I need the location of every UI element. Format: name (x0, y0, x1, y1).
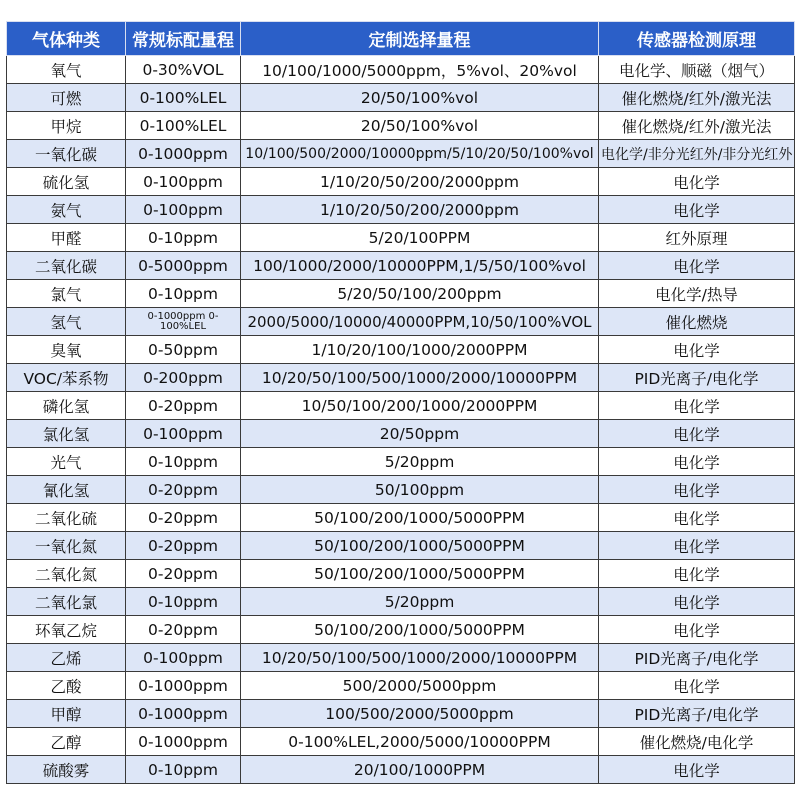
detection-principle-cell: 电化学 (599, 672, 795, 700)
detection-principle-cell: 电化学 (599, 560, 795, 588)
detection-principle-cell: 催化燃烧/红外/激光法 (599, 112, 795, 140)
custom-range-cell: 10/20/50/100/500/1000/2000/10000PPM (241, 364, 599, 392)
custom-range-cell: 50/100/200/1000/5000PPM (241, 560, 599, 588)
header-standard-range: 常规标配量程 (126, 22, 241, 56)
detection-principle-cell: 电化学 (599, 616, 795, 644)
detection-principle-cell: 电化学 (599, 336, 795, 364)
table-row (7, 280, 795, 308)
detection-principle-cell: 电化学 (599, 532, 795, 560)
header-detection-principle: 传感器检测原理 (599, 22, 795, 56)
detection-principle-cell: 电化学/热导 (599, 280, 795, 308)
table-row (7, 588, 795, 616)
gas-sensor-table-container (6, 21, 795, 784)
standard-range-cell: 0-10ppm (126, 280, 241, 308)
detection-principle-cell: 电化学 (599, 448, 795, 476)
standard-range-cell: 0-50ppm (126, 336, 241, 364)
header-row (7, 22, 795, 56)
standard-range-cell: 0-10ppm (126, 756, 241, 784)
custom-range-cell: 50/100ppm (241, 476, 599, 504)
standard-range-cell: 0-100ppm (126, 196, 241, 224)
gas-type-cell: VOC/苯系物 (7, 364, 126, 392)
custom-range-cell: 10/100/500/2000/10000ppm/5/10/20/50/100%vol (241, 140, 599, 168)
gas-type-cell: 氨气 (7, 196, 126, 224)
custom-range-cell: 10/50/100/200/1000/2000PPM (241, 392, 599, 420)
custom-range-cell: 10/100/1000/5000ppm，5%vol、20%vol (241, 56, 599, 84)
custom-range-cell: 5/20/50/100/200ppm (241, 280, 599, 308)
detection-principle-cell: 电化学/非分光红外/非分光红外 (599, 140, 795, 168)
gas-type-cell: 甲醛 (7, 224, 126, 252)
detection-principle-cell: 电化学 (599, 504, 795, 532)
standard-range-cell: 0-100ppm (126, 168, 241, 196)
custom-range-cell: 20/50/100%vol (241, 84, 599, 112)
gas-type-cell: 一氧化碳 (7, 140, 126, 168)
gas-type-cell: 二氧化碳 (7, 252, 126, 280)
table-row (7, 532, 795, 560)
standard-range-cell: 0-100%LEL (126, 112, 241, 140)
standard-range-cell: 0-30%VOL (126, 56, 241, 84)
table-row (7, 308, 795, 336)
custom-range-cell: 1/10/20/100/1000/2000PPM (241, 336, 599, 364)
header-custom-range: 定制选择量程 (241, 22, 599, 56)
detection-principle-cell: 电化学、顺磁（烟气） (599, 56, 795, 84)
table-row (7, 728, 795, 756)
detection-principle-cell: 催化燃烧 (599, 308, 795, 336)
detection-principle-cell: 电化学 (599, 588, 795, 616)
gas-type-cell: 可燃 (7, 84, 126, 112)
standard-range-cell: 0-1000ppm (126, 728, 241, 756)
detection-principle-cell: PID光离子/电化学 (599, 644, 795, 672)
standard-range-cell: 0-10ppm (126, 448, 241, 476)
standard-range-cell: 0-1000ppm 0-100%LEL (126, 308, 241, 336)
header-gas-type: 气体种类 (7, 22, 126, 56)
table-row (7, 140, 795, 168)
custom-range-cell: 20/50/100%vol (241, 112, 599, 140)
gas-type-cell: 甲醇 (7, 700, 126, 728)
table-row (7, 392, 795, 420)
standard-range-cell: 0-20ppm (126, 476, 241, 504)
custom-range-cell: 5/20ppm (241, 448, 599, 476)
gas-type-cell: 臭氧 (7, 336, 126, 364)
gas-type-cell: 乙醇 (7, 728, 126, 756)
table-body (7, 56, 795, 784)
table-row (7, 616, 795, 644)
custom-range-cell: 50/100/200/1000/5000PPM (241, 532, 599, 560)
table-row (7, 644, 795, 672)
standard-range-cell: 0-100ppm (126, 644, 241, 672)
table-row (7, 56, 795, 84)
standard-range-cell: 0-1000ppm (126, 672, 241, 700)
table-row (7, 448, 795, 476)
detection-principle-cell: 电化学 (599, 756, 795, 784)
detection-principle-cell: 电化学 (599, 392, 795, 420)
gas-type-cell: 氧气 (7, 56, 126, 84)
standard-range-cell: 0-200ppm (126, 364, 241, 392)
custom-range-cell: 0-100%LEL,2000/5000/10000PPM (241, 728, 599, 756)
gas-type-cell: 硫化氢 (7, 168, 126, 196)
standard-range-cell: 0-20ppm (126, 532, 241, 560)
table-row (7, 672, 795, 700)
gas-type-cell: 氯气 (7, 280, 126, 308)
table-row (7, 84, 795, 112)
custom-range-cell: 1/10/20/50/200/2000ppm (241, 196, 599, 224)
gas-type-cell: 二氧化氯 (7, 588, 126, 616)
custom-range-cell: 5/20ppm (241, 588, 599, 616)
custom-range-cell: 50/100/200/1000/5000PPM (241, 504, 599, 532)
custom-range-cell: 100/1000/2000/10000PPM,1/5/50/100%vol (241, 252, 599, 280)
detection-principle-cell: 电化学 (599, 476, 795, 504)
custom-range-cell: 20/50ppm (241, 420, 599, 448)
table-row (7, 504, 795, 532)
detection-principle-cell: 电化学 (599, 196, 795, 224)
gas-type-cell: 氢气 (7, 308, 126, 336)
table-row (7, 420, 795, 448)
detection-principle-cell: 电化学 (599, 168, 795, 196)
standard-range-cell: 0-10ppm (126, 588, 241, 616)
custom-range-cell: 5/20/100PPM (241, 224, 599, 252)
gas-type-cell: 光气 (7, 448, 126, 476)
table-row (7, 700, 795, 728)
table-row (7, 196, 795, 224)
custom-range-cell: 100/500/2000/5000ppm (241, 700, 599, 728)
gas-type-cell: 磷化氢 (7, 392, 126, 420)
standard-range-cell: 0-1000ppm (126, 140, 241, 168)
detection-principle-cell: 催化燃烧/红外/激光法 (599, 84, 795, 112)
gas-type-cell: 环氧乙烷 (7, 616, 126, 644)
standard-range-cell: 0-20ppm (126, 616, 241, 644)
gas-type-cell: 一氧化氮 (7, 532, 126, 560)
gas-type-cell: 乙酸 (7, 672, 126, 700)
gas-type-cell: 氰化氢 (7, 476, 126, 504)
gas-type-cell: 二氧化硫 (7, 504, 126, 532)
detection-principle-cell: PID光离子/电化学 (599, 700, 795, 728)
table-row (7, 224, 795, 252)
custom-range-cell: 2000/5000/10000/40000PPM,10/50/100%VOL (241, 308, 599, 336)
detection-principle-cell: 催化燃烧/电化学 (599, 728, 795, 756)
standard-range-cell: 0-20ppm (126, 504, 241, 532)
custom-range-cell: 1/10/20/50/200/2000ppm (241, 168, 599, 196)
table-row (7, 168, 795, 196)
custom-range-cell: 10/20/50/100/500/1000/2000/10000PPM (241, 644, 599, 672)
detection-principle-cell: 电化学 (599, 252, 795, 280)
gas-type-cell: 二氧化氮 (7, 560, 126, 588)
standard-range-cell: 0-20ppm (126, 560, 241, 588)
gas-type-cell: 硫酸雾 (7, 756, 126, 784)
table-row (7, 560, 795, 588)
table-row (7, 476, 795, 504)
standard-range-cell: 0-5000ppm (126, 252, 241, 280)
gas-type-cell: 氯化氢 (7, 420, 126, 448)
table-row (7, 336, 795, 364)
custom-range-cell: 50/100/200/1000/5000PPM (241, 616, 599, 644)
custom-range-cell: 20/100/1000PPM (241, 756, 599, 784)
detection-principle-cell: 红外原理 (599, 224, 795, 252)
detection-principle-cell: 电化学 (599, 420, 795, 448)
standard-range-cell: 0-20ppm (126, 392, 241, 420)
custom-range-cell: 500/2000/5000ppm (241, 672, 599, 700)
standard-range-cell: 0-100%LEL (126, 84, 241, 112)
detection-principle-cell: PID光离子/电化学 (599, 364, 795, 392)
standard-range-cell: 0-100ppm (126, 420, 241, 448)
table-row (7, 252, 795, 280)
gas-type-cell: 乙烯 (7, 644, 126, 672)
table-row (7, 364, 795, 392)
gas-type-cell: 甲烷 (7, 112, 126, 140)
standard-range-cell: 0-1000ppm (126, 700, 241, 728)
table-header (7, 22, 795, 56)
table-row (7, 756, 795, 784)
table-row (7, 112, 795, 140)
gas-sensor-range-table (6, 21, 795, 784)
standard-range-cell: 0-10ppm (126, 224, 241, 252)
